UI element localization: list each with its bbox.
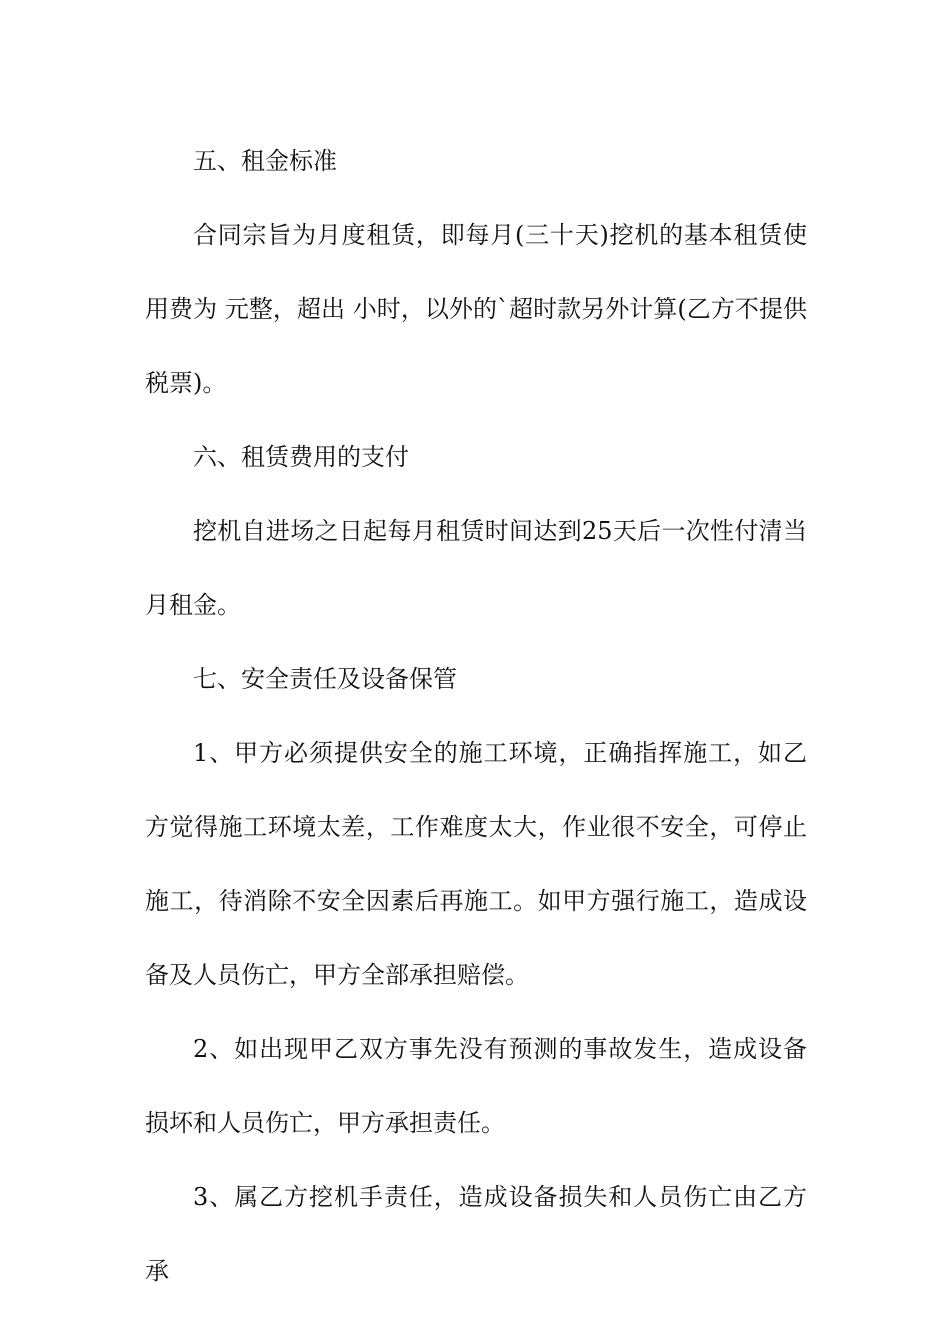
section-heading-payment: 六、租赁费用的支付 <box>193 443 409 471</box>
paragraph-safety-clause-2: 2、如出现甲乙双方事先没有预测的事故发生，造成设备损坏和人员伤亡，甲方承担责任。 <box>145 1035 807 1137</box>
paragraph-safety-clause-3: 3、属乙方挖机手责任，造成设备损失和人员伤亡由乙方承 <box>145 1183 807 1285</box>
paragraph-safety-clause-1: 1、甲方必须提供安全的施工环境，正确指挥施工，如乙方觉得施工环境太差，工作难度太大，作业很不安全，可停止施工，待消除不安全因素后再施工。如甲方强行施工，造成设备及人员伤亡，甲方全部承担赔偿。 <box>145 739 807 989</box>
section-heading-safety: 七、安全责任及设备保管 <box>193 665 457 693</box>
section-heading-rent-standard: 五、租金标准 <box>193 147 337 175</box>
paragraph-rent-terms: 合同宗旨为月度租赁，即每月(三十天)挖机的基本租赁使用费为 元整，超出 小时，以外的`超时款另外计算(乙方不提供税票)。 <box>145 221 807 397</box>
paragraph-payment-terms: 挖机自进场之日起每月租赁时间达到25天后一次性付清当月租金。 <box>145 517 807 619</box>
document-body <box>145 124 807 1308</box>
